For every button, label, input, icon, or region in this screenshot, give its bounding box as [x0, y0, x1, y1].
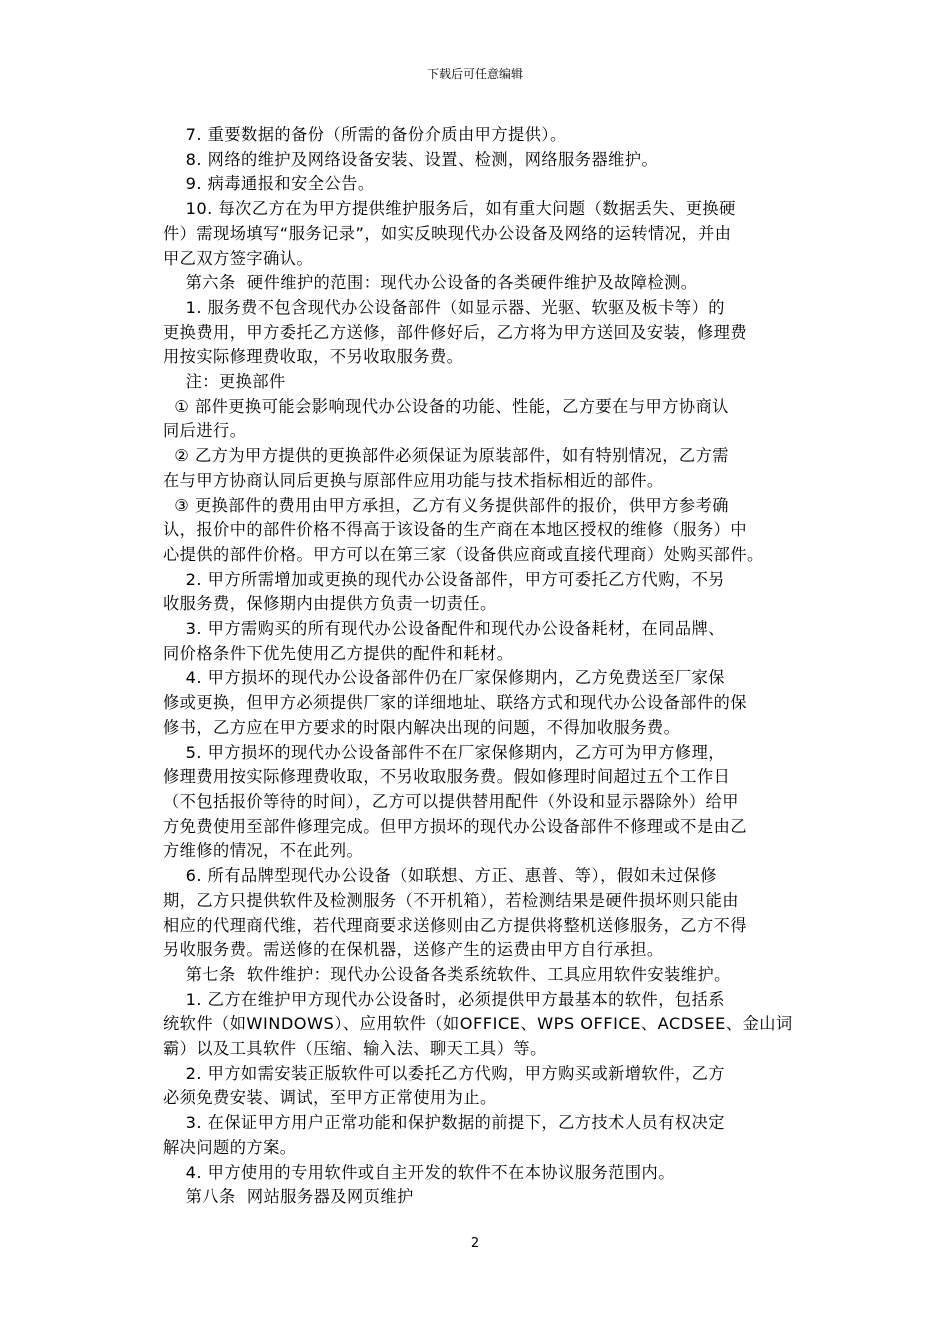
page-header: 下载后可任意编辑 [426, 67, 523, 81]
text-line: （不包括报价等待的时间），乙方可以提供替用配件（外设和显示器除外）给甲 [163, 791, 739, 811]
text-line: 9. 病毒通报和安全公告。 [163, 174, 375, 194]
text-line: 在与甲方协商认同后更换与原部件应用功能与技术指标相近的部件。 [163, 470, 664, 490]
text-line: 认，报价中的部件价格不得高于该设备的生产商在本地区授权的维修（服务）中 [163, 520, 748, 540]
text-line: 同后进行。 [163, 421, 247, 441]
text-line: 统软件（如WINDOWS）、应用软件（如OFFICE、WPS OFFICE、ACDSEE、金山词 [163, 1014, 793, 1034]
text-line: 2. 甲方所需增加或更换的现代办公设备部件，甲方可委托乙方代购，不另 [163, 569, 725, 589]
text-line: 甲乙双方签字确认。 [163, 248, 314, 268]
text-line: 霸）以及工具软件（压缩、输入法、聊天工具）等。 [163, 1039, 547, 1059]
text-line: 方免费使用至部件修理完成。但甲方损坏的现代办公设备部件不修理或不是由乙 [163, 816, 748, 836]
text-line: 方维修的情况，不在此列。 [163, 841, 364, 861]
text-line: 相应的代理商代维，若代理商要求送修则由乙方提供将整机送修服务，乙方不得 [163, 915, 748, 935]
text-line: 10. 每次乙方在为甲方提供维护服务后，如有重大问题（数据丢失、更换硬 [163, 199, 736, 219]
text-line: 5. 甲方损坏的现代办公设备部件不在厂家保修期内，乙方可为甲方修理， [163, 742, 725, 762]
text-line: 另收服务费。需送修的在保机器，送修产生的运费由甲方自行承担。 [163, 940, 664, 960]
text-line: 更换费用，甲方委托乙方送修，部件修好后，乙方将为甲方送回及安装，修理费 [163, 322, 748, 342]
text-line: 1. 服务费不包含现代办公设备部件（如显示器、光驱、软驱及板卡等）的 [163, 297, 725, 317]
text-line: ① 部件更换可能会影响现代办公设备的功能、性能，乙方要在与甲方协商认 [163, 396, 729, 416]
text-line: 第七条 软件维护：现代办公设备各类系统软件、工具应用软件安装维护。 [163, 964, 731, 984]
text-line: 件）需现场填写“服务记录”，如实反映现代办公设备及网络的运转情况，并由 [163, 223, 732, 243]
text-line: 6. 所有品牌型现代办公设备（如联想、方正、惠普、等），假如未过保修 [163, 866, 717, 886]
text-line: 用按实际修理费收取，不另收取服务费。 [163, 347, 464, 367]
document-body [163, 123, 843, 1210]
text-line: ② 乙方为甲方提供的更换部件必须保证为原装部件，如有特别情况，乙方需 [163, 446, 729, 466]
page-number: 2 [470, 1236, 480, 1251]
text-line: 2. 甲方如需安装正版软件可以委托乙方代购，甲方购买或新增软件，乙方 [163, 1063, 725, 1083]
text-line: 3. 在保证甲方用户正常功能和保护数据的前提下，乙方技术人员有权决定 [163, 1113, 725, 1133]
text-line: 必须免费安装、调试，至甲方正常使用为止。 [163, 1088, 497, 1108]
text-line: 8. 网络的维护及网络设备安装、设置、检测，网络服务器维护。 [163, 149, 659, 169]
text-line: ③ 更换部件的费用由甲方承担，乙方有义务提供部件的报价，供甲方参考确 [163, 495, 729, 515]
text-line: 第六条 硬件维护的范围：现代办公设备的各类硬件维护及故障检测。 [163, 273, 698, 293]
text-line: 心提供的部件价格。甲方可以在第三家（设备供应商或直接代理商）处购买部件。 [163, 544, 764, 564]
text-line: 同价格条件下优先使用乙方提供的配件和耗材。 [163, 643, 514, 663]
text-line: 解决问题的方案。 [163, 1137, 297, 1157]
text-line: 4. 甲方使用的专用软件或自主开发的软件不在本协议服务范围内。 [163, 1162, 675, 1182]
text-line: 7. 重要数据的备份（所需的备份介质由甲方提供）。 [163, 125, 567, 144]
text-line: 收服务费，保修期内由提供方负责一切责任。 [163, 594, 497, 614]
text-line: 第八条 网站服务器及网页维护 [163, 1187, 414, 1207]
text-line: 期，乙方只提供软件及检测服务（不开机箱），若检测结果是硬件损坏则只能由 [163, 890, 739, 910]
text-line: 修或更换，但甲方必须提供厂家的详细地址、联络方式和现代办公设备部件的保 [163, 693, 748, 713]
text-line: 4. 甲方损坏的现代办公设备部件仍在厂家保修期内，乙方免费送至厂家保 [163, 668, 725, 688]
text-line: 1. 乙方在维护甲方现代办公设备时，必须提供甲方最基本的软件，包括系 [163, 989, 725, 1009]
text-line: 注：更换部件 [163, 372, 286, 392]
text-line: 修书，乙方应在甲方要求的时限内解决出现的问题，不得加收服务费。 [163, 717, 681, 737]
text-line: 3. 甲方需购买的所有现代办公设备配件和现代办公设备耗材，在同品牌、 [163, 619, 725, 639]
text-line: 修理费用按实际修理费收取，不另收取服务费。假如修理时间超过五个工作日 [163, 767, 731, 787]
